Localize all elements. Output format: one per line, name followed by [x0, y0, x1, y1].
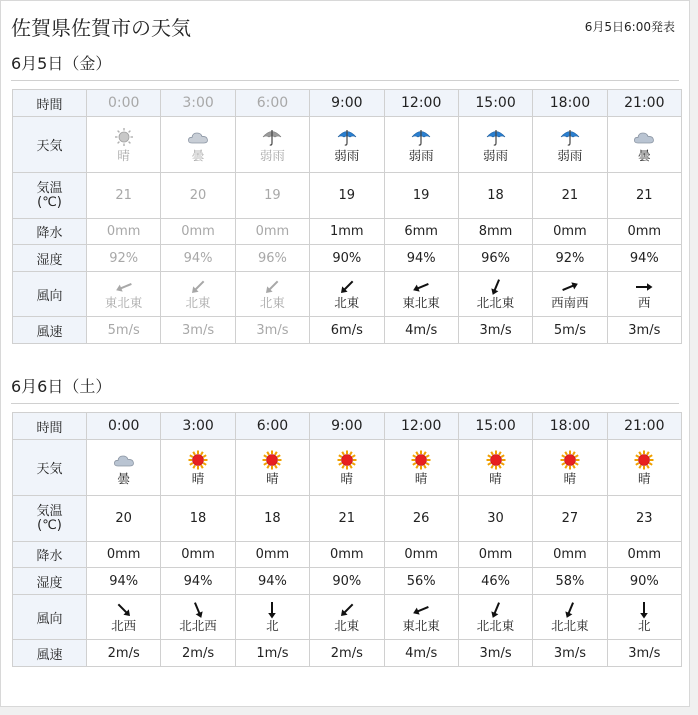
- wind-arrow-icon: [261, 601, 283, 619]
- wind-speed-cell: 2m/s: [161, 640, 235, 667]
- humidity-cell: 58%: [533, 568, 607, 595]
- row-label-wind-speed: 風速: [13, 317, 87, 344]
- precip-cell: 0mm: [533, 219, 607, 245]
- weather-cell: [310, 440, 384, 496]
- wind-dir-cell: [533, 272, 607, 317]
- wind-arrow-icon: [113, 278, 135, 296]
- weather-cell-text: 弱雨: [334, 147, 360, 163]
- weather-cell: [87, 117, 161, 173]
- temp-cell: 18: [458, 173, 532, 219]
- issued-time: 6月5日6:00発表: [584, 20, 675, 34]
- wind-speed-cell: 5m/s: [87, 317, 161, 344]
- time-cell: 15:00: [458, 413, 532, 440]
- temp-cell: 19: [310, 173, 384, 219]
- row-label-precip: 降水: [13, 542, 87, 568]
- wind-dir-cell-text: 北西: [111, 618, 137, 633]
- wind-arrow-icon: [187, 601, 209, 619]
- cloud-icon: [113, 450, 135, 470]
- humidity-cell: 96%: [458, 245, 532, 272]
- row-label-precip: 降水: [13, 219, 87, 245]
- row-label-temp: [13, 496, 87, 542]
- humidity-cell: 46%: [458, 568, 532, 595]
- weather-cell-text: 曇: [638, 147, 651, 163]
- weather-cell-text: 弱雨: [408, 147, 434, 163]
- row-label-temp-line2: (℃): [37, 194, 62, 210]
- wind-dir-cell-text: 東北東: [104, 295, 143, 310]
- wind-dir-cell: [235, 272, 309, 317]
- wind-arrow-icon: [187, 278, 209, 296]
- weather-cell: [235, 117, 309, 173]
- time-cell: 21:00: [607, 413, 681, 440]
- time-cell: 0:00: [87, 90, 161, 117]
- time-cell: 6:00: [235, 90, 309, 117]
- precip-cell: 0mm: [384, 542, 458, 568]
- row-label-wind-dir: 風向: [13, 595, 87, 640]
- humidity-cell: 94%: [384, 245, 458, 272]
- wind-speed-cell: 3m/s: [235, 317, 309, 344]
- wind-speed-cell: 2m/s: [310, 640, 384, 667]
- wind-arrow-icon: [633, 601, 655, 619]
- sun-icon: [633, 450, 655, 470]
- row-label-weather: 天気: [13, 440, 87, 496]
- precip-cell: 0mm: [607, 219, 681, 245]
- weather-cell-text: 晴: [191, 470, 205, 486]
- wind-speed-cell: 6m/s: [310, 317, 384, 344]
- row-label-wind-speed: 風速: [13, 640, 87, 667]
- wind-dir-cell: [607, 272, 681, 317]
- umbrella-icon: [261, 127, 283, 147]
- weather-cell: [533, 440, 607, 496]
- row-label-temp-line1: 気温: [36, 503, 63, 519]
- wind-speed-cell: 3m/s: [458, 640, 532, 667]
- wind-dir-cell-text: 西南西: [551, 295, 589, 310]
- weather-cell-text: 晴: [414, 470, 428, 486]
- wind-dir-cell: [607, 595, 681, 640]
- humidity-cell: 90%: [310, 245, 384, 272]
- wind-speed-cell: 3m/s: [161, 317, 235, 344]
- wind-arrow-icon: [410, 601, 432, 619]
- precip-cell: 0mm: [161, 219, 235, 245]
- wind-arrow-icon: [410, 278, 432, 296]
- time-cell: 18:00: [533, 413, 607, 440]
- precip-cell: 0mm: [607, 542, 681, 568]
- umbrella-icon: [485, 127, 507, 147]
- temp-cell: 21: [533, 173, 607, 219]
- wind-dir-cell: [235, 595, 309, 640]
- humidity-cell: 94%: [607, 245, 681, 272]
- sun-icon: [261, 450, 283, 470]
- wind-dir-cell: [310, 272, 384, 317]
- wind-arrow-icon: [485, 278, 507, 296]
- row-label-temp: [13, 173, 87, 219]
- wind-dir-cell-text: 北東: [259, 295, 285, 310]
- humidity-cell: 90%: [607, 568, 681, 595]
- weather-cell-text: 曇: [117, 470, 130, 486]
- row-label-temp-line2: (℃): [37, 517, 62, 533]
- sun-icon: [559, 450, 581, 470]
- wind-arrow-icon: [559, 601, 581, 619]
- precip-cell: 0mm: [87, 219, 161, 245]
- temp-cell: 30: [458, 496, 532, 542]
- time-cell: 6:00: [235, 413, 309, 440]
- wind-arrow-icon: [261, 278, 283, 296]
- time-cell: 15:00: [458, 90, 532, 117]
- row-label-time: 時間: [13, 413, 87, 440]
- sun-icon: [113, 127, 135, 147]
- precip-cell: 8mm: [458, 219, 532, 245]
- time-cell: 12:00: [384, 90, 458, 117]
- weather-cell-text: 晴: [638, 470, 651, 486]
- time-cell: 9:00: [310, 413, 384, 440]
- weather-cell-text: 弱雨: [557, 147, 583, 163]
- wind-arrow-icon: [336, 601, 358, 619]
- temp-cell: 21: [310, 496, 384, 542]
- row-label-temp-line1: 気温: [36, 180, 63, 196]
- wind-dir-cell-text: 北北東: [476, 295, 515, 310]
- weather-cell: [533, 117, 607, 173]
- temp-cell: 21: [87, 173, 161, 219]
- temp-cell: 19: [235, 173, 309, 219]
- row-label-weather: 天気: [13, 117, 87, 173]
- wind-speed-cell: 3m/s: [458, 317, 532, 344]
- time-cell: 9:00: [310, 90, 384, 117]
- wind-dir-cell-text: 東北東: [402, 295, 440, 310]
- cloud-icon: [187, 127, 209, 147]
- row-label-humidity: 湿度: [13, 568, 87, 595]
- weather-cell-text: 晴: [489, 470, 502, 486]
- humidity-cell: 90%: [310, 568, 384, 595]
- cloud-icon: [633, 127, 655, 147]
- wind-arrow-icon: [113, 601, 135, 619]
- row-label-time: 時間: [13, 90, 87, 117]
- umbrella-icon: [559, 127, 581, 147]
- humidity-cell: 94%: [161, 245, 235, 272]
- wind-dir-cell: [161, 595, 235, 640]
- wind-arrow-icon: [559, 278, 581, 296]
- weather-cell-text: 晴: [340, 470, 354, 486]
- sun-icon: [485, 450, 507, 470]
- temp-cell: 18: [161, 496, 235, 542]
- weather-cell: [607, 440, 681, 496]
- umbrella-icon: [336, 127, 358, 147]
- weather-cell: [384, 117, 458, 173]
- humidity-cell: 94%: [235, 568, 309, 595]
- precip-cell: 0mm: [87, 542, 161, 568]
- wind-dir-cell-text: 東北東: [402, 618, 440, 633]
- weather-cell-text: 晴: [117, 147, 130, 163]
- time-cell: 21:00: [607, 90, 681, 117]
- wind-speed-cell: 3m/s: [533, 640, 607, 667]
- sun-icon: [410, 450, 432, 470]
- day-header: 6月5日（金）: [11, 51, 679, 81]
- row-label-wind-dir: 風向: [13, 272, 87, 317]
- weather-cell: [161, 117, 235, 173]
- wind-dir-cell-text: 北北東: [476, 618, 515, 633]
- wind-speed-cell: 3m/s: [607, 317, 681, 344]
- time-cell: 3:00: [161, 90, 235, 117]
- page-title: 佐賀県佐賀市の天気: [11, 16, 191, 40]
- wind-dir-cell: [458, 272, 532, 317]
- precip-cell: 0mm: [458, 542, 532, 568]
- humidity-cell: 94%: [161, 568, 235, 595]
- umbrella-icon: [410, 127, 432, 147]
- wind-dir-cell-text: 北: [266, 618, 279, 633]
- wind-dir-cell: [161, 272, 235, 317]
- wind-dir-cell-text: 北東: [334, 618, 360, 633]
- humidity-cell: 92%: [87, 245, 161, 272]
- wind-arrow-icon: [485, 601, 507, 619]
- wind-dir-cell: [458, 595, 532, 640]
- weather-cell-text: 晴: [266, 470, 279, 486]
- time-cell: 18:00: [533, 90, 607, 117]
- wind-dir-cell: [87, 595, 161, 640]
- wind-speed-cell: 1m/s: [235, 640, 309, 667]
- weather-cell: [235, 440, 309, 496]
- temp-cell: 18: [235, 496, 309, 542]
- temp-cell: 20: [161, 173, 235, 219]
- temp-cell: 27: [533, 496, 607, 542]
- wind-dir-cell-text: 北東: [185, 295, 211, 310]
- weather-cell: [458, 117, 532, 173]
- weather-cell: [87, 440, 161, 496]
- wind-dir-cell: [384, 272, 458, 317]
- weather-cell-text: 晴: [563, 470, 577, 486]
- wind-dir-cell-text: 北東: [334, 295, 360, 310]
- temp-cell: 19: [384, 173, 458, 219]
- weather-cell: [384, 440, 458, 496]
- weather-cell: [607, 117, 681, 173]
- row-label-humidity: 湿度: [13, 245, 87, 272]
- wind-dir-cell-text: 北北西: [179, 618, 217, 633]
- precip-cell: 0mm: [533, 542, 607, 568]
- wind-speed-cell: 2m/s: [87, 640, 161, 667]
- wind-speed-cell: 5m/s: [533, 317, 607, 344]
- precip-cell: 1mm: [310, 219, 384, 245]
- wind-dir-cell: [310, 595, 384, 640]
- humidity-cell: 94%: [87, 568, 161, 595]
- precip-cell: 0mm: [235, 219, 309, 245]
- temp-cell: 23: [607, 496, 681, 542]
- wind-arrow-icon: [336, 278, 358, 296]
- precip-cell: 0mm: [310, 542, 384, 568]
- temp-cell: 26: [384, 496, 458, 542]
- weather-cell-text: 曇: [191, 147, 205, 163]
- weather-cell: [161, 440, 235, 496]
- forecast-table: [12, 89, 682, 344]
- wind-speed-cell: 3m/s: [607, 640, 681, 667]
- wind-dir-cell: [87, 272, 161, 317]
- sun-icon: [187, 450, 209, 470]
- day-header: 6月6日（土）: [11, 374, 679, 404]
- weather-cell: [458, 440, 532, 496]
- wind-dir-cell-text: 西: [638, 295, 651, 310]
- sun-icon: [336, 450, 358, 470]
- precip-cell: 0mm: [161, 542, 235, 568]
- forecast-table: [12, 412, 682, 667]
- wind-dir-cell: [533, 595, 607, 640]
- weather-cell-text: 弱雨: [259, 147, 285, 163]
- temp-cell: 21: [607, 173, 681, 219]
- humidity-cell: 92%: [533, 245, 607, 272]
- time-cell: 3:00: [161, 413, 235, 440]
- weather-cell-text: 弱雨: [483, 147, 509, 163]
- precip-cell: 0mm: [235, 542, 309, 568]
- wind-speed-cell: 4m/s: [384, 640, 458, 667]
- humidity-cell: 96%: [235, 245, 309, 272]
- wind-dir-cell-text: 北北東: [551, 618, 589, 633]
- precip-cell: 6mm: [384, 219, 458, 245]
- weather-cell: [310, 117, 384, 173]
- wind-speed-cell: 4m/s: [384, 317, 458, 344]
- time-cell: 12:00: [384, 413, 458, 440]
- wind-dir-cell-text: 北: [638, 618, 651, 633]
- time-cell: 0:00: [87, 413, 161, 440]
- wind-arrow-icon: [633, 278, 655, 296]
- temp-cell: 20: [87, 496, 161, 542]
- wind-dir-cell: [384, 595, 458, 640]
- humidity-cell: 56%: [384, 568, 458, 595]
